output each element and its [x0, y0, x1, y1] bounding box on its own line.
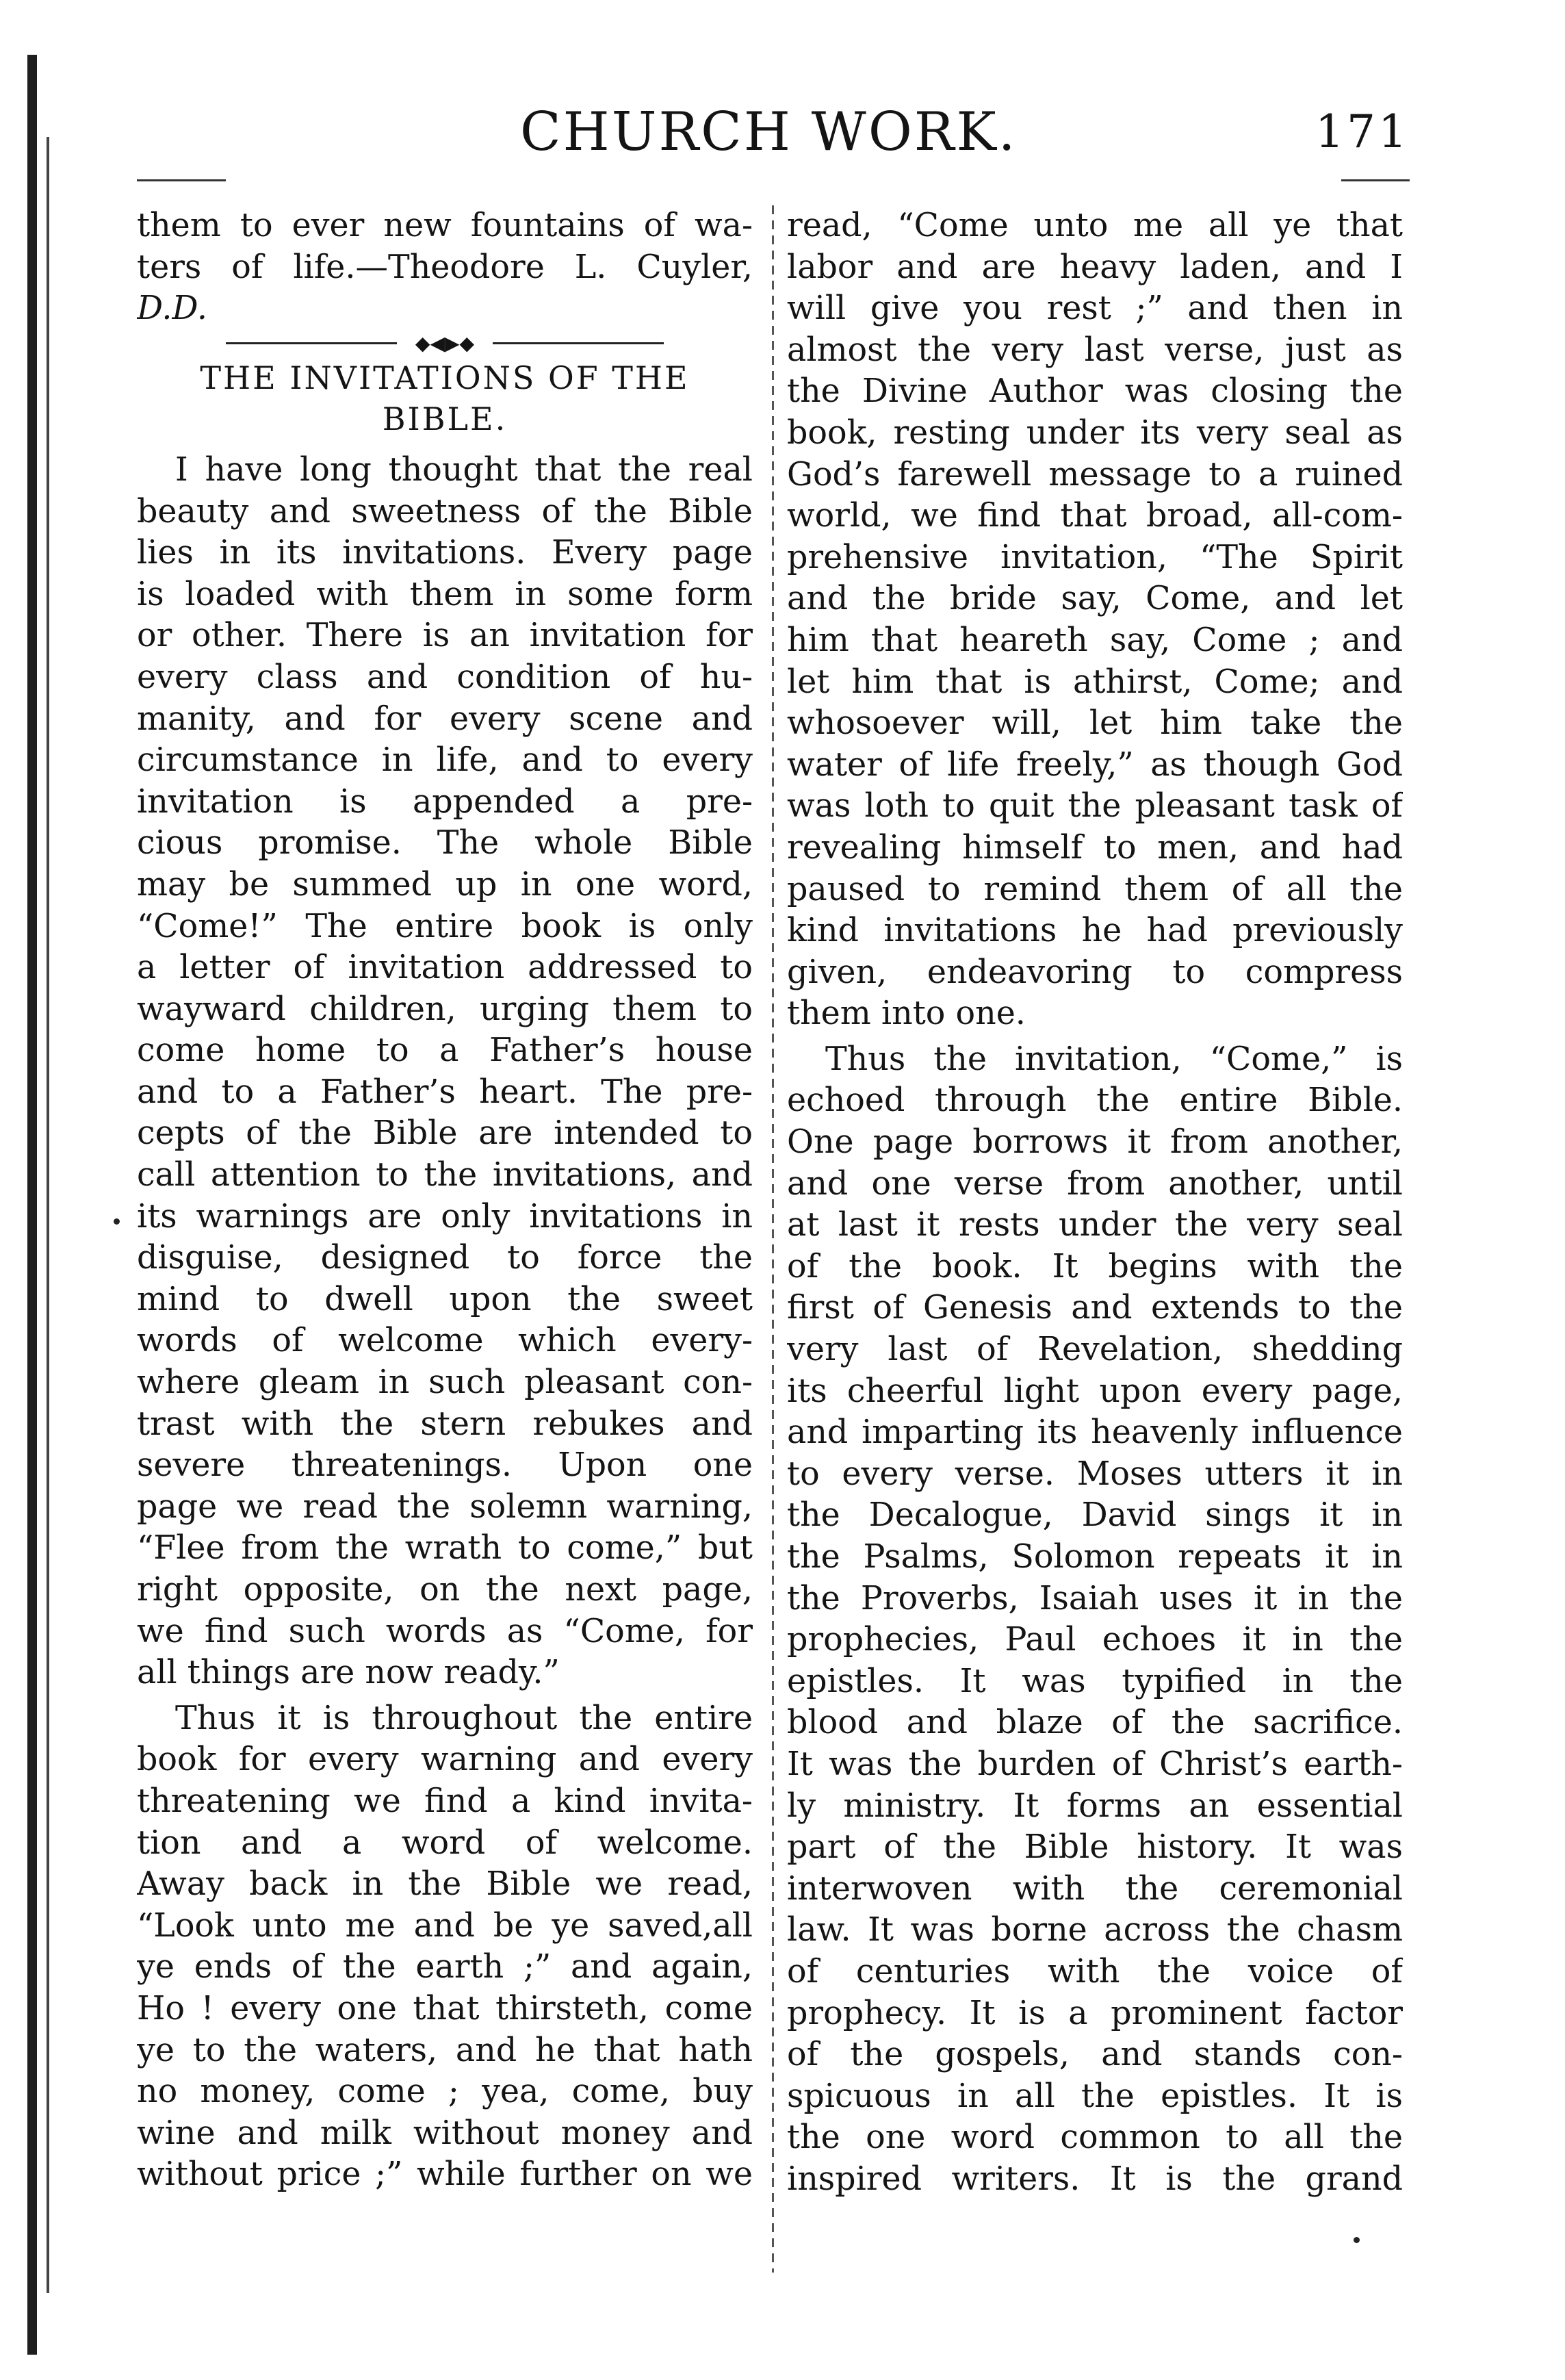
text-line: epistles. It was typified in the	[787, 1662, 1403, 1700]
text-line: page we read the solemn warning,	[137, 1487, 753, 1526]
text-line: One page borrows it from another,	[787, 1123, 1403, 1162]
text-line: circumstance in life, and to every	[137, 741, 753, 780]
left-column	[137, 205, 753, 2196]
text-line: we find such words as “Come, for	[137, 1612, 753, 1650]
text-line: without price ;” while further on we	[137, 2155, 753, 2194]
ink-speck	[1354, 2237, 1360, 2243]
ornament-glyphs: ◆◀▶◆	[415, 331, 475, 355]
text-line: at last it rests under the very seal	[787, 1206, 1403, 1244]
text-line: invitation is appended a pre-	[137, 782, 753, 821]
text-line: or other. There is an invitation for	[137, 617, 753, 655]
text-line: and imparting its heavenly influence	[787, 1413, 1403, 1452]
text-line: paused to remind them of all the	[787, 870, 1403, 908]
text-line: will give you rest ;” and then in	[787, 290, 1403, 328]
text-line: interwoven with the ceremonial	[787, 1869, 1403, 1908]
text-line: was loth to quit the pleasant task of	[787, 787, 1403, 826]
text-line: labor and are heavy laden, and I	[787, 248, 1403, 286]
text-line: God’s farewell message to a ruined	[787, 455, 1403, 494]
text-line: “Look unto me and be ye saved,all	[137, 1906, 753, 1945]
text-line: read, “Come unto me all ye that	[787, 207, 1403, 244]
text-line: whosoever will, let him take the	[787, 704, 1403, 743]
text-line: of the book. It begins with the	[787, 1247, 1403, 1285]
section-ornament	[137, 330, 753, 357]
text-line: revealing himself to men, and had	[787, 828, 1403, 867]
text-line: the one word common to all the	[787, 2119, 1403, 2157]
ink-speck	[114, 1218, 120, 1225]
text-line: Thus it is throughout the entire	[175, 1699, 753, 1737]
text-line: and to a Father’s heart. The pre-	[137, 1073, 753, 1111]
text-line: wayward children, urging them to	[137, 990, 753, 1028]
text-line: beauty and sweetness of the Bible	[137, 492, 753, 530]
text-line: law. It was borne across the chasm	[787, 1911, 1403, 1949]
text-line: manity, and for every scene and	[137, 700, 753, 738]
running-head	[137, 101, 1437, 163]
text-line: “Flee from the wrath to come,” but	[137, 1529, 753, 1568]
text-line: Away back in the Bible we read,	[137, 1865, 753, 1904]
text-line: prophecies, Paul echoes it in the	[787, 1621, 1403, 1659]
text-line: a letter of invitation addressed to	[137, 949, 753, 987]
paragraph	[787, 1039, 1403, 2201]
paragraph	[787, 205, 1403, 1035]
text-line: let him that is athirst, Come; and	[787, 663, 1403, 701]
text-line: book for every warning and every	[137, 1741, 753, 1779]
text-line: and the bride say, Come, and let	[787, 580, 1403, 618]
text-line: prehensive invitation, “The Spirit	[787, 538, 1403, 576]
text-line: wine and milk without money and	[137, 2114, 753, 2152]
text-line: cepts of the Bible are intended to	[137, 1114, 753, 1153]
text-line: tion and a word of welcome.	[137, 1824, 753, 1862]
text-line: ye to the waters, and he that hath	[137, 2031, 753, 2069]
right-column	[787, 205, 1403, 2201]
text-line: book, resting under its very seal as	[787, 413, 1403, 452]
text-line: the Divine Author was closing the	[787, 372, 1403, 411]
text-line: blood and blaze of the sacrifice.	[787, 1704, 1403, 1742]
article-heading: BIBLE.	[382, 400, 508, 438]
text-line: come home to a Father’s house	[137, 1032, 753, 1070]
page-number: 171	[1315, 105, 1410, 158]
text-line: trast with the stern rebukes and	[137, 1405, 753, 1443]
text-line: It was the burden of Christ’s earth-	[787, 1745, 1403, 1783]
text-line: almost the very last verse, just as	[787, 331, 1403, 369]
header-rule-right	[1341, 179, 1410, 181]
text-line: cious promise. The whole Bible	[137, 824, 753, 862]
paragraph	[137, 450, 753, 1694]
text-line: echoed through the entire Bible.	[787, 1082, 1403, 1120]
text-line: I have long thought that the real	[175, 450, 753, 489]
text-line: words of welcome which every-	[137, 1322, 753, 1360]
text-line: every class and condition of hu-	[137, 658, 753, 696]
text-line: world, we find that broad, all-com-	[787, 497, 1403, 535]
text-line: all things are now ready.”	[137, 1654, 560, 1692]
text-line: its warnings are only invitations in	[137, 1197, 753, 1236]
text-line: mind to dwell upon the sweet	[137, 1280, 753, 1318]
running-title: CHURCH WORK.	[520, 101, 1018, 163]
text-line: “Come!” The entire book is only	[137, 907, 753, 945]
text-line: no money, come ; yea, come, buy	[137, 2073, 753, 2111]
text-line: of the gospels, and stands con-	[787, 2036, 1403, 2074]
article-heading: THE INVITATIONS OF THE	[200, 359, 690, 396]
text-line: him that heareth say, Come ; and	[787, 621, 1403, 659]
text-line: them to ever new fountains of wa-	[137, 207, 753, 244]
text-line: them into one.	[787, 995, 1026, 1033]
text-line: D.D.	[137, 290, 207, 328]
text-line: and one verse from another, until	[787, 1164, 1403, 1203]
text-line: call attention to the invitations, and	[137, 1156, 753, 1194]
text-line: water of life freely,” as though God	[787, 745, 1403, 784]
column-divider	[772, 205, 774, 2273]
text-line: ye ends of the earth ;” and again,	[137, 1948, 753, 1986]
text-line: Thus the invitation, “Come,” is	[825, 1040, 1403, 1078]
text-line: its cheerful light upon every page,	[787, 1372, 1403, 1410]
text-line: the Psalms, Solomon repeats it in	[787, 1538, 1403, 1576]
page-binding-edge	[27, 55, 37, 2355]
text-line: may be summed up in one word,	[137, 865, 753, 904]
text-line: spicuous in all the epistles. It is	[787, 2077, 1403, 2115]
text-line: given, endeavoring to compress	[787, 953, 1403, 991]
text-line: prophecy. It is a prominent factor	[787, 1994, 1403, 2032]
text-line: to every verse. Moses utters it in	[787, 1455, 1403, 1493]
text-line: part of the Bible history. It was	[787, 1828, 1403, 1867]
text-line: disguise, designed to force the	[137, 1239, 753, 1277]
header-rule-left	[137, 179, 226, 181]
text-line: where gleam in such pleasant con-	[137, 1364, 753, 1402]
text-line: threatening we find a kind invita-	[137, 1782, 753, 1820]
paragraph	[137, 1698, 753, 2196]
text-line: ters of life.—Theodore L. Cuyler,	[137, 248, 753, 286]
text-line: of centuries with the voice of	[787, 1952, 1403, 1991]
text-line: Ho ! every one that thirsteth, come	[137, 1989, 753, 2027]
text-line: right opposite, on the next page,	[137, 1571, 753, 1609]
text-line: ly ministry. It forms an essential	[787, 1787, 1403, 1825]
text-line: first of Genesis and extends to the	[787, 1289, 1403, 1327]
text-line: lies in its invitations. Every page	[137, 534, 753, 572]
text-line: severe threatenings. Upon one	[137, 1446, 753, 1485]
text-line: very last of Revelation, shedding	[787, 1331, 1403, 1369]
text-line: is loaded with them in some form	[137, 575, 753, 613]
text-line: kind invitations he had previously	[787, 912, 1403, 950]
text-line: the Proverbs, Isaiah uses it in the	[787, 1579, 1403, 1617]
text-line: inspired writers. It is the grand	[787, 2160, 1403, 2198]
page-binding-shadow	[47, 137, 49, 2293]
text-line: the Decalogue, David sings it in	[787, 1496, 1403, 1535]
